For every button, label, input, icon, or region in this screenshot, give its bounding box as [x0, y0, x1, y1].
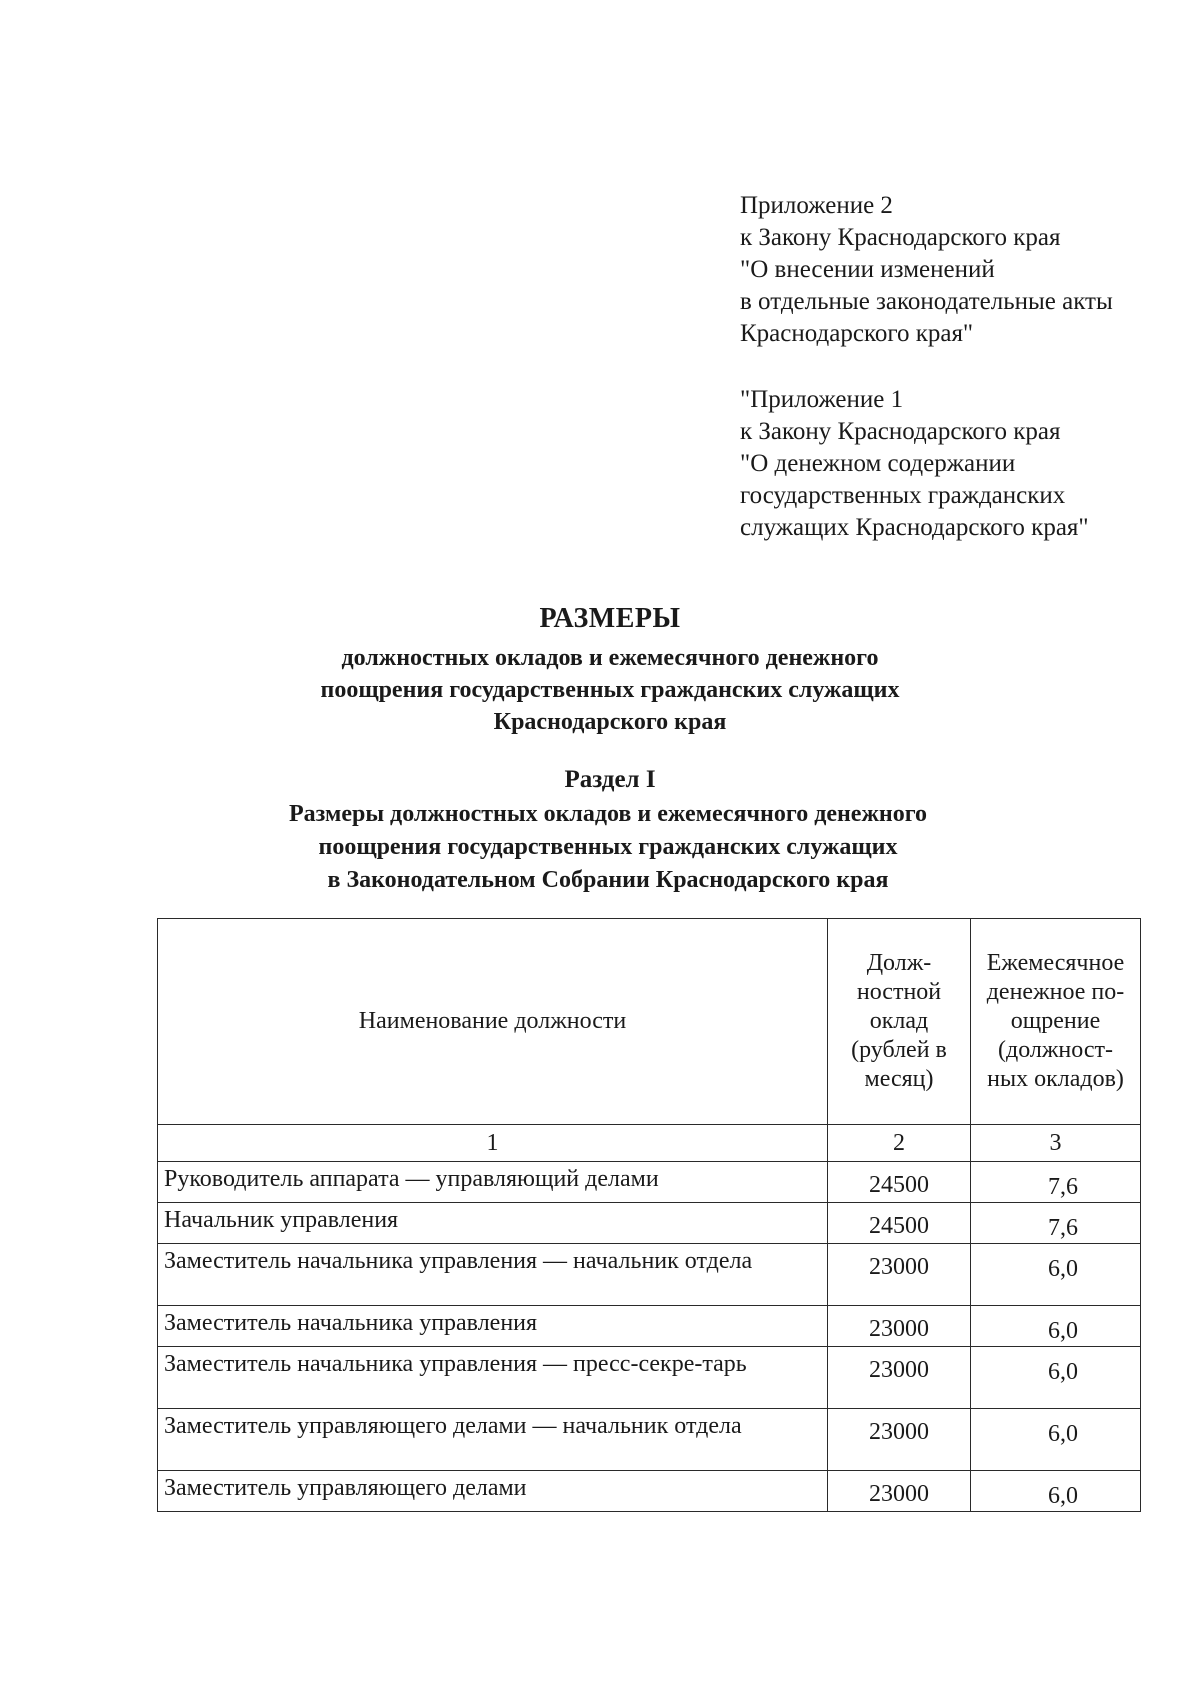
header-bonus: [971, 919, 1141, 1125]
table-row: [158, 1471, 1141, 1512]
header-salary-line: оклад: [869, 1008, 929, 1034]
header-salary-line: (рублей в: [851, 1037, 947, 1063]
annex-1-line: "Приложение 1: [740, 386, 904, 413]
document-subtitle: [10, 642, 1200, 738]
table-row: [158, 1409, 1141, 1471]
header-bonus-line: ных окладов): [987, 1066, 1124, 1092]
position-name: Заместитель начальника управления: [158, 1306, 828, 1347]
annex-2-line: в отдельные законодательные акты: [740, 288, 1113, 315]
header-salary-line: ностной: [856, 979, 942, 1005]
position-name: Руководитель аппарата — управляющий делами: [158, 1162, 828, 1203]
annex-2-line: Приложение 2: [740, 192, 893, 219]
section-subtitle-line: поощрения государственных гражданских служащих: [318, 834, 898, 860]
header-position-name: Наименование должности: [158, 919, 828, 1125]
table-row: [158, 1347, 1141, 1409]
position-name: Заместитель управляющего делами — начальник отдела: [158, 1409, 828, 1471]
position-name: Заместитель управляющего делами: [158, 1471, 828, 1512]
salary-value: 23000: [828, 1471, 971, 1512]
annex-1-line: к Закону Краснодарского края: [740, 418, 1061, 445]
bonus-value: 6,0: [971, 1471, 1141, 1512]
column-number-row: [158, 1125, 1141, 1162]
annex-2-block: [740, 190, 1113, 350]
salary-table: [157, 918, 1141, 1512]
position-name: Начальник управления: [158, 1203, 828, 1244]
section-title: Раздел I: [564, 766, 656, 793]
bonus-value: 6,0: [971, 1244, 1141, 1306]
salary-value: 23000: [828, 1244, 971, 1306]
bonus-value: 7,6: [971, 1203, 1141, 1244]
header-bonus-line: Ежемесячное: [986, 950, 1125, 976]
salary-value: 24500: [828, 1162, 971, 1203]
annex-2-line: к Закону Краснодарского края: [740, 224, 1061, 251]
column-number: 1: [158, 1125, 828, 1162]
annex-1-line: "О денежном содержании: [740, 450, 1016, 477]
annex-2-line: Краснодарского края": [740, 320, 974, 347]
header-salary-line: Долж-: [866, 950, 932, 976]
document-subtitle-line: Краснодарского края: [493, 709, 727, 735]
annex-1-line: служащих Краснодарского края": [740, 514, 1089, 541]
table-row: [158, 1306, 1141, 1347]
annex-2-line: "О внесении изменений: [740, 256, 995, 283]
table-row: [158, 1244, 1141, 1306]
section-subtitle: [8, 798, 1200, 897]
section-subtitle-line: Размеры должностных окладов и ежемесячного денежного: [289, 801, 927, 827]
column-number: 2: [828, 1125, 971, 1162]
document-subtitle-line: должностных окладов и ежемесячного денежного: [341, 645, 879, 671]
salary-value: 24500: [828, 1203, 971, 1244]
bonus-value: 6,0: [971, 1347, 1141, 1409]
header-bonus-line: (должност-: [997, 1037, 1114, 1063]
header-salary: [828, 919, 971, 1125]
table-row: [158, 1162, 1141, 1203]
salary-value: 23000: [828, 1306, 971, 1347]
position-name: Заместитель начальника управления — пресс-секре-тарь: [158, 1347, 828, 1409]
document-title: РАЗМЕРЫ: [539, 603, 681, 634]
header-bonus-line: ощрение: [1010, 1008, 1101, 1034]
bonus-value: 6,0: [971, 1409, 1141, 1471]
document-subtitle-line: поощрения государственных гражданских служащих: [320, 677, 900, 703]
header-bonus-line: денежное по-: [986, 979, 1125, 1005]
header-salary-line: месяц): [864, 1066, 934, 1092]
annex-1-line: государственных гражданских: [740, 482, 1066, 509]
bonus-value: 6,0: [971, 1306, 1141, 1347]
column-number: 3: [971, 1125, 1141, 1162]
bonus-value: 7,6: [971, 1162, 1141, 1203]
table-header-row: [158, 919, 1141, 1125]
section-subtitle-line: в Законодательном Собрании Краснодарского края: [327, 867, 889, 893]
annex-1-block: [740, 384, 1089, 544]
position-name: Заместитель начальника управления — начальник отдела: [158, 1244, 828, 1306]
table-row: [158, 1203, 1141, 1244]
salary-value: 23000: [828, 1409, 971, 1471]
salary-value: 23000: [828, 1347, 971, 1409]
